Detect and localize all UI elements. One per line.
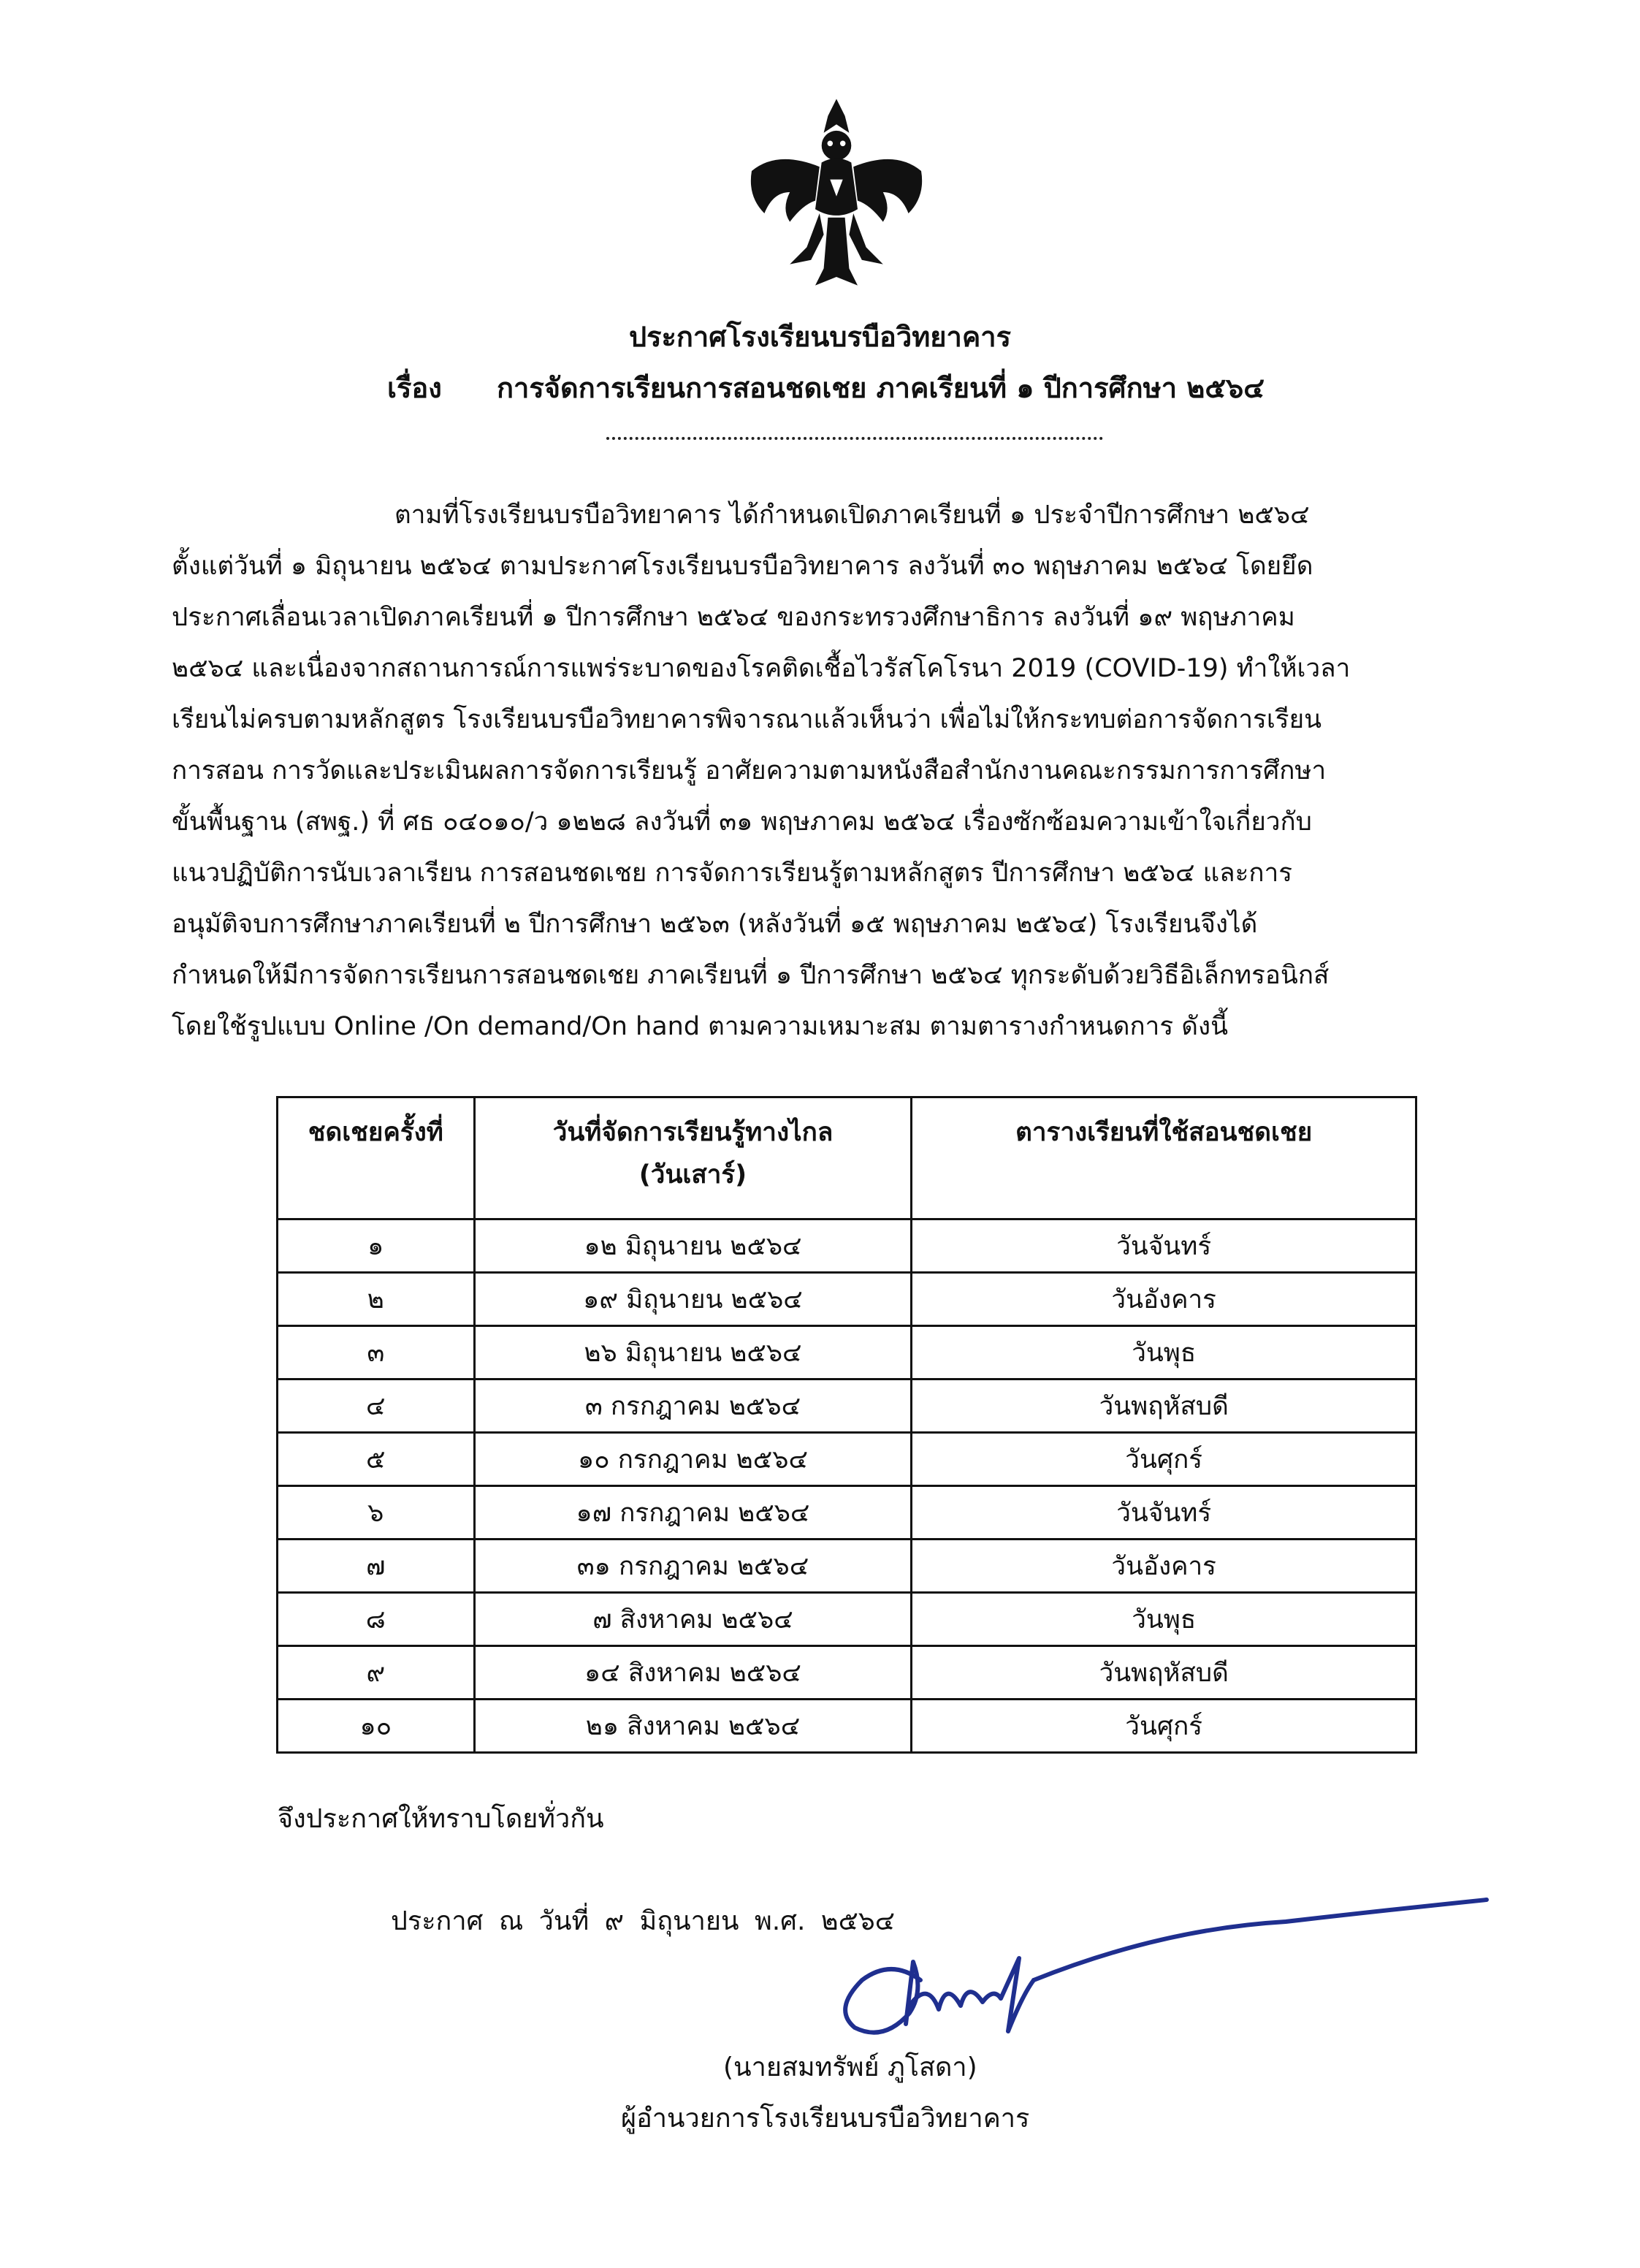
body-line: แนวปฏิบัติการนับเวลาเรียน การสอนชดเชย การจัดการเรียนรู้ตามหลักสูตร ปีการศึกษา ๒๕๖๔ และการ xyxy=(172,859,1293,888)
signer-name: (นายสมทรัพย์ ภูโสดา) xyxy=(723,2052,977,2082)
table-row xyxy=(278,1486,1416,1540)
table-row xyxy=(278,1433,1416,1486)
subject-text: การจัดการเรียนการสอนชดเชย ภาคเรียนที่ ๑ ปีการศึกษา ๒๕๖๔ xyxy=(497,372,1265,404)
handwritten-signature xyxy=(782,1871,1490,2060)
table-header-row xyxy=(278,1097,1416,1219)
document-subject xyxy=(387,365,1265,410)
header-round: ชดเชยครั้งที่ xyxy=(278,1097,475,1219)
cell-date: ๑๐ กรกฎาคม ๒๕๖๔ xyxy=(474,1433,912,1486)
cell-day: วันจันทร์ xyxy=(912,1486,1416,1540)
cell-round: ๔ xyxy=(278,1380,475,1433)
table-row xyxy=(278,1593,1416,1646)
cell-date: ๒๖ มิถุนายน ๒๕๖๔ xyxy=(474,1326,912,1380)
dotted-divider xyxy=(606,437,1103,440)
table-row xyxy=(278,1380,1416,1433)
body-paragraph xyxy=(172,490,1501,1052)
table-row xyxy=(278,1219,1416,1273)
header-date xyxy=(474,1097,912,1219)
cell-date: ๒๑ สิงหาคม ๒๕๖๔ xyxy=(474,1700,912,1753)
body-line: โดยใช้รูปแบบ Online /On demand/On hand ตามความเหมาะสม ตามตารางกำหนดการ ดังนี้ xyxy=(172,1012,1229,1041)
body-line: กำหนดให้มีการจัดการเรียนการสอนชดเชย ภาคเรียนที่ ๑ ปีการศึกษา ๒๕๖๔ ทุกระดับด้วยวิธีอิเล็กทรอนิกส์ xyxy=(172,961,1330,990)
header-date-line2: (วันเสาร์) xyxy=(638,1160,747,1190)
cell-date: ๑๔ สิงหาคม ๒๕๖๔ xyxy=(474,1646,912,1700)
cell-round: ๖ xyxy=(278,1486,475,1540)
cell-day: วันอังคาร xyxy=(912,1540,1416,1593)
signer-title: ผู้อำนวยการโรงเรียนบรบือวิทยาคาร xyxy=(621,2104,1030,2134)
closing-announcement: จึงประกาศให้ทราบโดยทั่วกัน xyxy=(278,1804,604,1834)
subject-label: เรื่อง xyxy=(387,372,442,404)
cell-date: ๗ สิงหาคม ๒๕๖๔ xyxy=(474,1593,912,1646)
cell-date: ๑๒ มิถุนายน ๒๕๖๔ xyxy=(474,1219,912,1273)
cell-day: วันจันทร์ xyxy=(912,1219,1416,1273)
body-line: ประกาศเลื่อนเวลาเปิดภาคเรียนที่ ๑ ปีการศึกษา ๒๕๖๔ ของกระทรวงศึกษาธิการ ลงวันที่ ๑๙ พฤษภาคม xyxy=(172,603,1295,632)
table-row xyxy=(278,1326,1416,1380)
cell-round: ๙ xyxy=(278,1646,475,1700)
garuda-emblem-icon xyxy=(731,86,942,298)
body-line: การสอน การวัดและประเมินผลการจัดการเรียนรู้ อาศัยความตามหนังสือสำนักงานคณะกรรมการการศึกษา xyxy=(172,756,1327,785)
cell-round: ๒ xyxy=(278,1273,475,1326)
cell-date: ๑๙ มิถุนายน ๒๕๖๔ xyxy=(474,1273,912,1326)
cell-date: ๑๗ กรกฎาคม ๒๕๖๔ xyxy=(474,1486,912,1540)
announcement-date: ประกาศ ณ วันที่ ๙ มิถุนายน พ.ศ. ๒๕๖๔ xyxy=(391,1906,895,1936)
body-line: ตั้งแต่วันที่ ๑ มิถุนายน ๒๕๖๔ ตามประกาศโรงเรียนบรบือวิทยาคาร ลงวันที่ ๓๐ พฤษภาคม ๒๕๖๔ โดยยึด xyxy=(172,552,1313,581)
cell-day: วันศุกร์ xyxy=(912,1433,1416,1486)
cell-round: ๘ xyxy=(278,1593,475,1646)
document-title: ประกาศโรงเรียนบรบือวิทยาคาร xyxy=(628,321,1012,353)
cell-round: ๑๐ xyxy=(278,1700,475,1753)
table-row xyxy=(278,1540,1416,1593)
body-line: ๒๕๖๔ และเนื่องจากสถานการณ์การแพร่ระบาดของโรคติดเชื้อไวรัสโคโรนา 2019 (COVID-19) ทำให้เวลา xyxy=(172,654,1351,683)
table-row xyxy=(278,1646,1416,1700)
table-row xyxy=(278,1700,1416,1753)
cell-day: วันศุกร์ xyxy=(912,1700,1416,1753)
body-line: ตามที่โรงเรียนบรบือวิทยาคาร ได้กำหนดเปิดภาคเรียนที่ ๑ ประจำปีการศึกษา ๒๕๖๔ xyxy=(394,501,1310,530)
table-row xyxy=(278,1273,1416,1326)
cell-day: วันพฤหัสบดี xyxy=(912,1380,1416,1433)
cell-day: วันอังคาร xyxy=(912,1273,1416,1326)
header-timetable: ตารางเรียนที่ใช้สอนชดเชย xyxy=(912,1097,1416,1219)
schedule-table xyxy=(276,1096,1417,1754)
cell-date: ๓ กรกฎาคม ๒๕๖๔ xyxy=(474,1380,912,1433)
cell-day: วันพุธ xyxy=(912,1326,1416,1380)
cell-round: ๗ xyxy=(278,1540,475,1593)
body-line: อนุมัติจบการศึกษาภาคเรียนที่ ๒ ปีการศึกษา ๒๕๖๓ (หลังวันที่ ๑๕ พฤษภาคม ๒๕๖๔) โรงเรียนจึงได้ xyxy=(172,910,1258,939)
cell-day: วันพฤหัสบดี xyxy=(912,1646,1416,1700)
cell-round: ๕ xyxy=(278,1433,475,1486)
cell-round: ๓ xyxy=(278,1326,475,1380)
body-line: เรียนไม่ครบตามหลักสูตร โรงเรียนบรบือวิทยาคารพิจารณาแล้วเห็นว่า เพื่อไม่ให้กระทบต่อการจัดการเรียน xyxy=(172,705,1322,734)
header-date-line1: วันที่จัดการเรียนรู้ทางไกล xyxy=(552,1118,834,1147)
cell-date: ๓๑ กรกฎาคม ๒๕๖๔ xyxy=(474,1540,912,1593)
cell-day: วันพุธ xyxy=(912,1593,1416,1646)
body-line: ขั้นพื้นฐาน (สพฐ.) ที่ ศธ ๐๔๐๑๐/ว ๑๒๒๘ ลงวันที่ ๓๑ พฤษภาคม ๒๕๖๔ เรื่องซักซ้อมความเข้าใจเกี่ยวกับ xyxy=(172,807,1312,837)
cell-round: ๑ xyxy=(278,1219,475,1273)
